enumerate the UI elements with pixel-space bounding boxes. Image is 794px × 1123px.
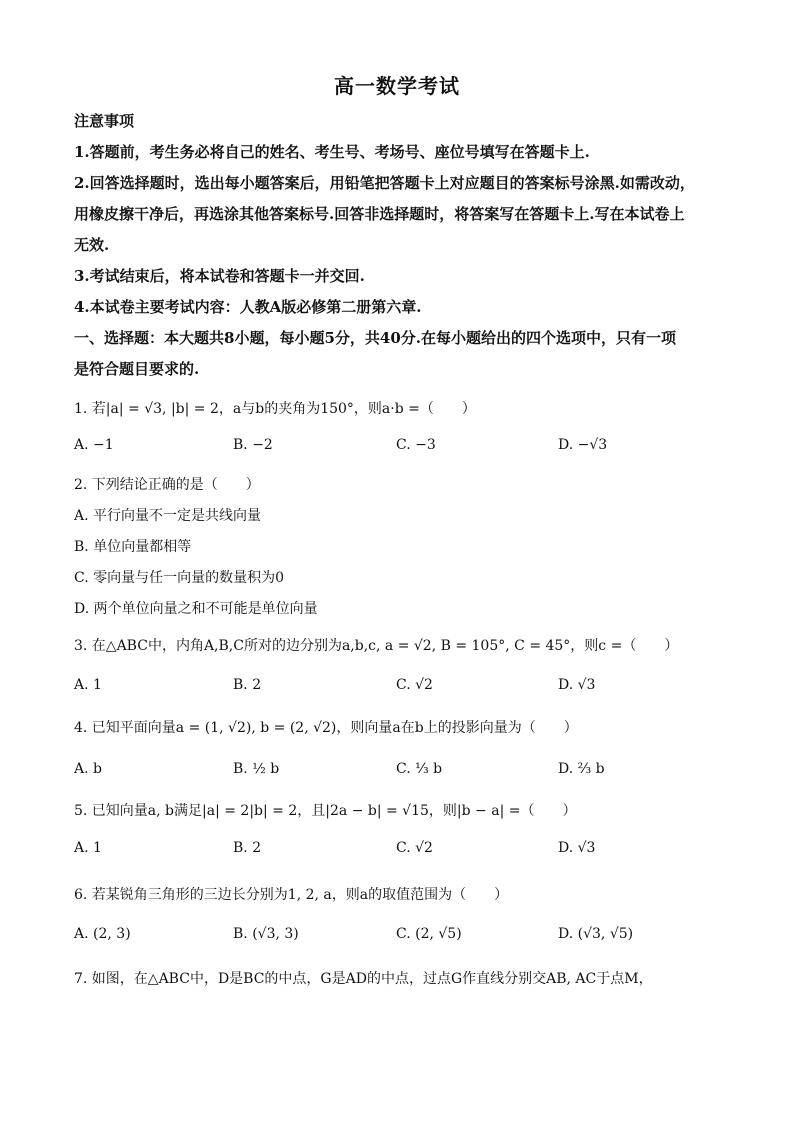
question-7-stem: 7. 如图，在△ABC中，D是BC的中点，G是AD的中点，过点G作直线分别交AB, AC于点M， [74,971,653,987]
question-5-option-c: C. √2 [396,840,433,856]
question-4-option-c: C. ⅓ b [396,761,443,777]
section-header-line-1: 一、选择题：本大题共8小题，每小题5分，共40分.在每小题给出的四个选项中，只有一项 [74,329,676,347]
notice-line-1: 1.答题前，考生务必将自己的姓名、考生号、考场号、座位号填写在答题卡上. [74,143,590,161]
question-2-option-b: B. 单位向量都相等 [74,539,192,555]
question-6-option-d: D. (√3, √5) [558,926,634,942]
question-6-stem: 6. 若某锐角三角形的三边长分别为1, 2, a，则a的取值范围为（ ） [74,887,509,903]
question-6-option-c: C. (2, √5) [396,926,462,942]
notice-line-6: 4.本试卷主要考试内容：人教A版必修第二册第六章. [74,298,422,316]
question-5-stem: 5. 已知向量a, b满足|a| = 2|b| = 2，且|2a − b| = √15，则|b − a| =（ ） [74,803,577,819]
question-2-stem: 2. 下列结论正确的是（ ） [74,477,260,493]
notice-line-3: 用橡皮擦干净后，再选涂其他答案标号.回答非选择题时，将答案写在答题卡上.写在本试卷上 [74,205,685,223]
notice-line-4: 无效. [74,236,110,254]
question-3-option-c: C. √2 [396,677,433,693]
question-2-option-c: C. 零向量与任一向量的数量积为0 [74,570,285,586]
question-5-option-a: A. 1 [74,840,102,856]
question-4-option-b: B. ½ b [233,761,280,777]
question-4-option-d: D. ⅔ b [558,761,605,777]
question-6-option-b: B. (√3, 3) [233,926,299,942]
question-3-option-a: A. 1 [74,677,102,693]
page-title: 高一数学考试 [334,74,460,98]
question-4-stem: 4. 已知平面向量a = (1, √2), b = (2, √2)，则向量a在b上的投影向量为（ ） [74,720,578,736]
question-2-option-d: D. 两个单位向量之和不可能是单位向量 [74,601,318,617]
question-4-option-a: A. b [74,761,102,777]
question-1-option-b: B. −2 [233,437,273,453]
notice-heading: 注意事项 [74,112,135,130]
question-6-option-a: A. (2, 3) [74,926,131,942]
question-3-option-d: D. √3 [558,677,596,693]
question-1-option-d: D. −√3 [558,437,608,453]
section-header-line-2: 是符合题目要求的. [74,360,200,378]
question-5-option-d: D. √3 [558,840,596,856]
question-3-option-b: B. 2 [233,677,262,693]
question-1-stem: 1. 若|a| = √3, |b| = 2，a与b的夹角为150°，则a·b =（ ） [74,401,476,417]
question-5-option-b: B. 2 [233,840,262,856]
question-2-option-a: A. 平行向量不一定是共线向量 [74,508,262,524]
notice-line-2: 2.回答选择题时，选出每小题答案后，用铅笔把答题卡上对应题目的答案标号涂黑.如需改动， [74,174,695,192]
question-1-option-c: C. −3 [396,437,436,453]
question-3-stem: 3. 在△ABC中，内角A,B,C所对的边分别为a,b,c, a = √2, B = 105°, C = 45°，则c =（ ） [74,638,679,654]
notice-line-5: 3.考试结束后，将本试卷和答题卡一并交回. [74,267,365,285]
question-1-option-a: A. −1 [74,437,114,453]
